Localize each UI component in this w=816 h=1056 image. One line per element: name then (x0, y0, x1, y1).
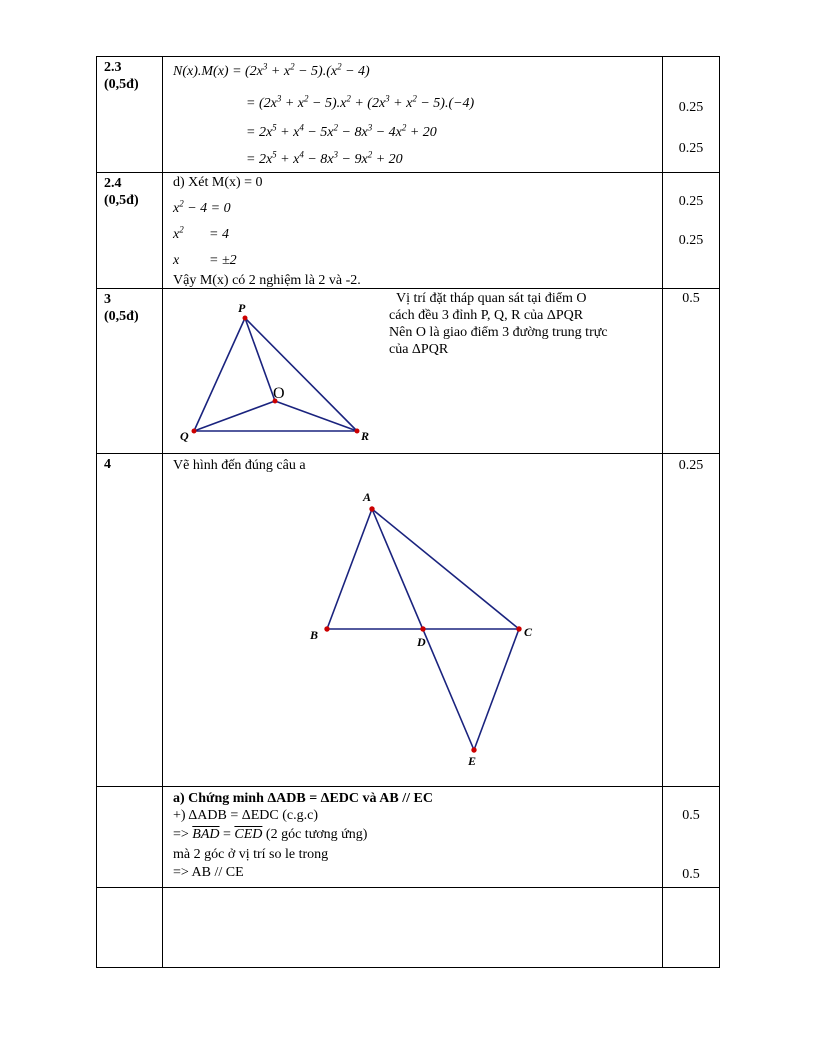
question-points: (0,5đ) (104, 309, 139, 324)
row-label (97, 173, 163, 288)
score: 0.5 (682, 808, 700, 823)
score-column (662, 454, 719, 786)
point-label-a: A (363, 490, 372, 504)
score-column (662, 787, 719, 887)
reason-text: (2 góc tương ứng) (262, 827, 368, 842)
text-line: Vị trí đặt tháp quan sát tại điểm O (396, 291, 587, 306)
point-label-p: P (238, 301, 246, 315)
question-points: (0,5đ) (104, 193, 139, 208)
score-column (662, 888, 719, 967)
score: 0.5 (682, 867, 700, 882)
row-label (97, 57, 163, 172)
row-2-4 (97, 173, 719, 289)
text-line: Vẽ hình đến đúng câu a (173, 458, 306, 473)
text-line: +) ΔADB = ΔEDC (c.g.c) (173, 808, 318, 823)
answer-table (96, 56, 720, 968)
equation-rhs: = 4 (209, 227, 229, 242)
point-label-d: D (417, 635, 426, 649)
text-line: => AB // CE (173, 865, 244, 880)
angle-ced: $\overline{CED}$ (234, 827, 263, 842)
equation-line: x (173, 253, 180, 268)
equation-line: $x^2 - 4 = 0$ (173, 198, 231, 216)
score: 0.25 (678, 233, 704, 248)
row-label (97, 787, 163, 887)
question-number: 4 (104, 457, 111, 472)
score-column (662, 173, 719, 288)
equation-rhs: = ±2 (209, 253, 237, 268)
answer-content (163, 787, 662, 887)
row-4 (97, 454, 719, 787)
row-label (97, 888, 163, 967)
text-line: mà 2 góc ở vị trí so le trong (173, 847, 329, 862)
answer-content (163, 289, 662, 453)
answer-content (163, 454, 662, 786)
score: 0.25 (678, 458, 704, 473)
triangle-abc-figure (163, 454, 664, 787)
point-label-q: Q (180, 429, 189, 443)
score: 0.25 (678, 100, 704, 115)
text-line: Nên O là giao điểm 3 đường trung trực (389, 325, 608, 340)
part-heading: a) Chứng minh ΔADB = ΔEDC và AB // EC (173, 791, 433, 806)
question-number: 2.4 (104, 176, 122, 191)
point-label-c: C (524, 625, 533, 639)
score: 0.5 (682, 291, 700, 306)
equation-line: $x^2$ (173, 224, 184, 242)
score: 0.25 (678, 141, 704, 156)
row-empty (97, 888, 719, 967)
row-2-3 (97, 57, 719, 173)
answer-content (163, 888, 662, 967)
answer-content (163, 57, 662, 172)
question-points: (0,5đ) (104, 77, 139, 92)
score-column (662, 57, 719, 172)
row-label (97, 289, 163, 453)
equation-line-3: = $2x^5 + x^4 - 5x^2 - 8x^3 - 4x^2 + 20$ (246, 122, 437, 140)
point-label-b: B (310, 628, 319, 642)
text-line (173, 826, 367, 843)
equals-sign: = (219, 827, 235, 842)
question-number: 2.3 (104, 60, 122, 75)
score: 0.25 (678, 194, 704, 209)
answer-content (163, 173, 662, 288)
text-line: cách đều 3 đỉnh P, Q, R của ΔPQR (389, 308, 584, 323)
point-label-o: O (273, 385, 285, 402)
equation-line-2: = $(2x^3 + x^2 - 5).x^2 + (2x^3 + x^2 - 5).(-4)$ (246, 93, 475, 111)
equation-line-1: $N(x).M(x) = (2x^3 + x^2 - 5).(x^2 - 4)$ (173, 61, 370, 79)
score-column (662, 289, 719, 453)
point-label-r: R (361, 429, 370, 443)
text-line: d) Xét M(x) = 0 (173, 175, 263, 190)
implies-prefix: => (173, 827, 193, 842)
text-line: của ΔPQR (389, 342, 449, 357)
conclusion-text: Vậy M(x) có 2 nghiệm là 2 và -2. (173, 273, 361, 288)
row-3 (97, 289, 719, 454)
question-number: 3 (104, 292, 111, 307)
angle-bad: $\overline{BAD}$ (192, 827, 220, 842)
equation-line-4: = $2x^5 + x^4 - 8x^3 - 9x^2 + 20$ (246, 149, 403, 167)
point-label-e: E (468, 754, 477, 768)
row-4a (97, 787, 719, 888)
row-label (97, 454, 163, 786)
